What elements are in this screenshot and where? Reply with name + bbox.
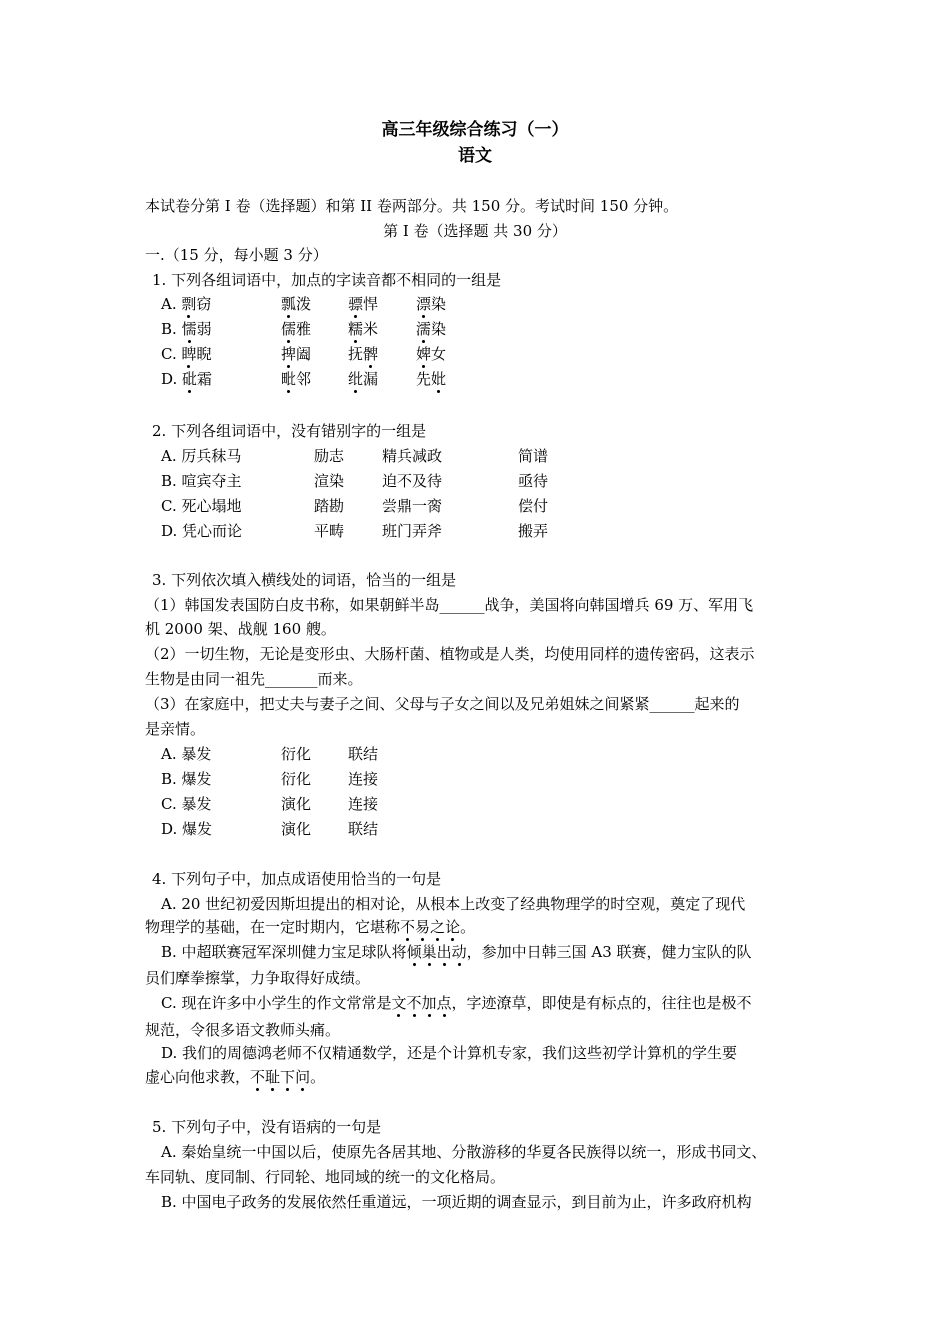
q3-c-3: 连接 — [348, 795, 379, 813]
q1-d-1: 砒 — [182, 370, 198, 388]
q3-sentence1-line1: （1）韩国发表国防白皮书称，如果朝鲜半岛______战争，美国将向韩国增兵 69 万、军用飞 — [145, 596, 754, 614]
q3-a-2: 衍化 — [281, 745, 312, 763]
q4-option-d-line2: 虚心向他求教，不耻下问。 — [145, 1068, 326, 1086]
q3-d-1: D. 爆发 — [161, 820, 213, 838]
q5-stem: 5. 下列句子中，没有语病的一句是 — [152, 1118, 382, 1136]
q3-sentence1-line2: 机 2000 架、战舰 160 艘。 — [145, 620, 336, 638]
q1-a-2: 瓢 — [281, 295, 297, 313]
q4-a-idiom: 不易之论 — [400, 918, 461, 936]
q1-a-1: 剽 — [181, 295, 197, 313]
q1-b-1: 懦 — [181, 320, 197, 338]
q1-c-1: 睥 — [181, 345, 197, 363]
q3-d-3: 联结 — [348, 820, 379, 838]
q2-a-2: 励志 — [314, 447, 345, 465]
part1-heading: 第 I 卷（选择题 共 30 分） — [383, 222, 567, 240]
q3-sentence2-line2: 生物是由同一祖先_______而来。 — [145, 670, 363, 688]
q1-d-2: 毗 — [281, 370, 297, 388]
q2-d-4: 搬弄 — [518, 522, 549, 540]
q1-a-4: 漂 — [416, 295, 432, 313]
exam-intro: 本试卷分第 I 卷（选择题）和第 II 卷两部分。共 150 分。考试时间 150 分钟。 — [145, 197, 679, 215]
q2-stem: 2. 下列各组词语中，没有错别字的一组是 — [152, 422, 427, 440]
q4-stem: 4. 下列句子中，加点成语使用恰当的一句是 — [152, 870, 442, 888]
q4-option-b-line1: B. 中超联赛冠军深圳健力宝足球队将倾巢出动，参加中日韩三国 A3 联赛，健力宝队的队 — [161, 943, 752, 961]
q4-option-a-line1: A. 20 世纪初爱因斯坦提出的相对论，从根本上改变了经典物理学的时空观，奠定了现代 — [161, 895, 746, 913]
q1-b-4: 濡 — [416, 320, 432, 338]
q4-b-idiom: 倾巢出动 — [406, 943, 467, 961]
q3-sentence3-line2: 是亲情。 — [145, 720, 206, 738]
q2-a-4: 简谱 — [518, 447, 549, 465]
q3-b-2: 衍化 — [281, 770, 312, 788]
section1-heading: 一.（15 分，每小题 3 分） — [145, 246, 328, 264]
q1-c-3: 髀 — [363, 345, 379, 363]
q3-c-2: 演化 — [281, 795, 312, 813]
q1-b-2: 儒 — [281, 320, 297, 338]
q5-option-b-line1: B. 中国电子政务的发展依然任重道远，一项近期的调查显示，到目前为止，许多政府机构 — [161, 1193, 752, 1211]
q3-c-1: C. 暴发 — [161, 795, 212, 813]
q1-a-3: 骠 — [348, 295, 364, 313]
q5-option-a-line2: 车同轨、度同制、行同轮、地同域的统一的文化格局。 — [145, 1168, 506, 1186]
q2-d-1: D. 凭心而论 — [161, 522, 243, 540]
q3-sentence2-line1: （2）一切生物，无论是变形虫、大肠杆菌、植物或是人类，均使用同样的遗传密码，这表示 — [145, 645, 755, 663]
q2-c-2: 踏勘 — [314, 497, 345, 515]
q2-a-3: 精兵减政 — [382, 447, 443, 465]
exam-title: 高三年级综合练习（一） — [381, 120, 569, 140]
q1-b-3: 糯 — [348, 320, 364, 338]
exam-subject: 语文 — [458, 146, 492, 166]
q4-option-c-line2: 规范，令很多语文教师头痛。 — [145, 1021, 341, 1039]
q3-b-3: 连接 — [348, 770, 379, 788]
q3-d-2: 演化 — [281, 820, 312, 838]
q2-c-3: 尝鼎一脔 — [382, 497, 443, 515]
q2-c-1: C. 死心塌地 — [161, 497, 242, 515]
q4-c-idiom: 文不加点 — [391, 994, 452, 1012]
q3-a-3: 联结 — [348, 745, 379, 763]
q1-d-3: 纰 — [348, 370, 364, 388]
q4-option-d-line1: D. 我们的周德鸿老师不仅精通数学，还是个计算机专家，我们这些初学计算机的学生要 — [161, 1044, 738, 1062]
q3-b-1: B. 爆发 — [161, 770, 212, 788]
q2-c-4: 偿付 — [518, 497, 549, 515]
q2-d-2: 平畴 — [314, 522, 345, 540]
q5-option-a-line1: A. 秦始皇统一中国以后，使原先各居其地、分散游移的华夏各民族得以统一，形成书同文、 — [161, 1143, 767, 1161]
q4-d-idiom: 不耻下问 — [250, 1068, 311, 1086]
q4-option-c-line1: C. 现在许多中小学生的作文常常是文不加点，字迹潦草，即使是有标点的，往往也是极不 — [161, 994, 752, 1012]
q2-b-2: 渲染 — [314, 472, 345, 490]
q1-stem: 1. 下列各组词语中，加点的字读音都不相同的一组是 — [152, 271, 502, 289]
q4-option-b-line2: 员们摩拳擦掌，力争取得好成绩。 — [145, 969, 371, 987]
q3-a-1: A. 暴发 — [161, 745, 212, 763]
q1-c-4: 婢 — [416, 345, 432, 363]
q3-sentence3-line1: （3）在家庭中，把丈夫与妻子之间、父母与子女之间以及兄弟姐妹之间紧紧______起来的 — [145, 695, 740, 713]
q4-option-a-line2: 物理学的基础，在一定时期内，它堪称不易之论。 — [145, 918, 476, 936]
q2-b-1: B. 喧宾夺主 — [161, 472, 242, 490]
q2-d-3: 班门弄斧 — [382, 522, 443, 540]
q2-a-1: A. 厉兵秣马 — [161, 447, 242, 465]
q2-b-3: 迫不及待 — [382, 472, 443, 490]
q1-d-4: 妣 — [431, 370, 447, 388]
q2-b-4: 亟待 — [518, 472, 549, 490]
q1-c-2: 捭 — [281, 345, 297, 363]
q3-stem: 3. 下列依次填入横线处的词语，恰当的一组是 — [152, 571, 457, 589]
